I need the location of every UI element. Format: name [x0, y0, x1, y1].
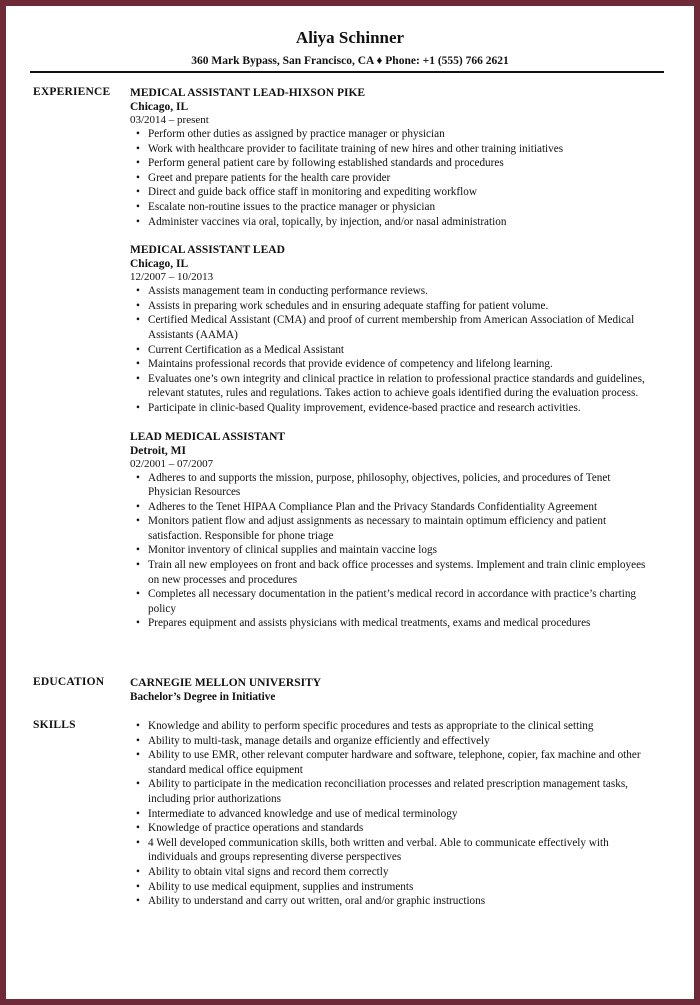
job-entry: [130, 430, 654, 632]
job-location: Detroit, MI: [130, 444, 186, 457]
bullet-item: • Ability to use EMR, other relevant computer hardware and software, telephone, copier, fax machine and other standard medical office equipment: [130, 748, 654, 777]
job-bullets: [130, 284, 654, 415]
bullet-item: • Ability to use medical equipment, supplies and instruments: [130, 880, 654, 895]
job-location: Chicago, IL: [130, 258, 189, 271]
bullet-item: • Train all new employees on front and back office processes and systems. Implement and train clinic employees on new processes and procedures: [130, 558, 654, 587]
bullet-item: • Adheres to and supports the mission, purpose, philosophy, objectives, policies, and procedures of Tenet Physician Resources: [130, 471, 654, 500]
bullet-item: • Knowledge and ability to perform specific procedures and tests as appropriate to the clinical setting: [130, 719, 654, 734]
job-entry: [130, 86, 654, 229]
bullet-item: • Greet and prepare patients for the health care provider: [130, 171, 654, 186]
experience-body: [130, 86, 654, 645]
section-title-skills: SKILLS: [33, 719, 76, 731]
job-dates: 02/2001 – 07/2007: [130, 457, 214, 470]
bullet-item: • Assists management team in conducting performance reviews.: [130, 284, 654, 299]
bullet-item: • Ability to multi-task, manage details and organize efficiently and effectively: [130, 734, 654, 749]
bullet-item: • Ability to participate in the medication reconciliation processes and related prescription management tasks, including prior authorizations: [130, 777, 654, 806]
degree: Bachelor’s Degree in Initiative: [130, 691, 276, 703]
bullet-item: • Prepares equipment and assists physicians with medical treatments, exams and medical procedures: [130, 616, 654, 631]
job-title: LEAD MEDICAL ASSISTANT: [130, 430, 286, 443]
section-title-experience: EXPERIENCE: [33, 86, 111, 98]
bullet-item: • Certified Medical Assistant (CMA) and proof of current membership from American Association of Medical Assistants (AAMA): [130, 313, 654, 342]
bullet-item: • Assists in preparing work schedules and in ensuring adequate staffing for patient volume.: [130, 299, 654, 314]
bullet-item: • Ability to obtain vital signs and record them correctly: [130, 865, 654, 880]
school-name: CARNEGIE MELLON UNIVERSITY: [130, 677, 322, 689]
job-dates: 12/2007 – 10/2013: [130, 271, 214, 284]
bullet-item: • Work with healthcare provider to facilitate training of new hires and other training initiatives: [130, 142, 654, 157]
bullet-item: • Perform other duties as assigned by practice manager or physician: [130, 127, 654, 142]
section-title-education: EDUCATION: [33, 676, 105, 688]
bullet-item: • Escalate non-routine issues to the practice manager or physician: [130, 200, 654, 215]
bullet-item: • Completes all necessary documentation in the patient’s medical record in accordance with practice’s charting policy: [130, 587, 654, 616]
bullet-item: • Administer vaccines via oral, topically, by injection, and/or nasal administration: [130, 215, 654, 230]
job-dates: 03/2014 – present: [130, 114, 209, 126]
bullet-item: • Participate in clinic-based Quality improvement, evidence-based practice and research activities.: [130, 401, 654, 416]
bullet-item: • 4 Well developed communication skills, both written and verbal. Able to communicate effectively with individuals and groups representing diverse perspectives: [130, 836, 654, 865]
resume-page: [6, 6, 694, 999]
job-bullets: [130, 127, 654, 229]
bullet-item: • Direct and guide back office staff in monitoring and expediting workflow: [130, 185, 654, 200]
bullet-item: • Current Certification as a Medical Assistant: [130, 343, 654, 358]
job-title: MEDICAL ASSISTANT LEAD: [130, 244, 285, 257]
bullet-item: • Evaluates one’s own integrity and clinical practice in relation to professional practice standards and guidelines, relevant statutes, rules and regulations. Takes action to achieve goals identified during the evaluation process.: [130, 372, 654, 401]
bullet-item: • Adheres to the Tenet HIPAA Compliance Plan and the Privacy Standards Confidentiality Agreement: [130, 500, 654, 515]
bullet-item: • Intermediate to advanced knowledge and use of medical terminology: [130, 807, 654, 822]
skills-bullets: [130, 719, 654, 909]
bullet-item: • Knowledge of practice operations and standards: [130, 821, 654, 836]
candidate-name: Aliya Schinner: [295, 28, 405, 47]
bullet-item: • Perform general patient care by following established standards and procedures: [130, 156, 654, 171]
header-divider: [30, 71, 664, 73]
skills-body: [130, 719, 654, 909]
bullet-item: • Maintains professional records that provide evidence of competency and lifelong learning.: [130, 357, 654, 372]
job-title: MEDICAL ASSISTANT LEAD-HIXSON PIKE: [130, 87, 366, 99]
bullet-item: • Monitors patient flow and adjust assignments as necessary to maintain optimum efficiency and patient satisfaction. Responsible for phone triage: [130, 514, 654, 543]
contact-line: 360 Mark Bypass, San Francisco, CA ♦ Phone: +1 (555) 766 2621: [191, 55, 509, 67]
bullet-item: • Monitor inventory of clinical supplies and maintain vaccine logs: [130, 543, 654, 558]
bullet-item: • Ability to understand and carry out written, oral and/or graphic instructions: [130, 894, 654, 909]
job-location: Chicago, IL: [130, 101, 189, 113]
job-entry: [130, 243, 654, 415]
job-bullets: [130, 471, 654, 632]
education-body: [130, 676, 654, 704]
